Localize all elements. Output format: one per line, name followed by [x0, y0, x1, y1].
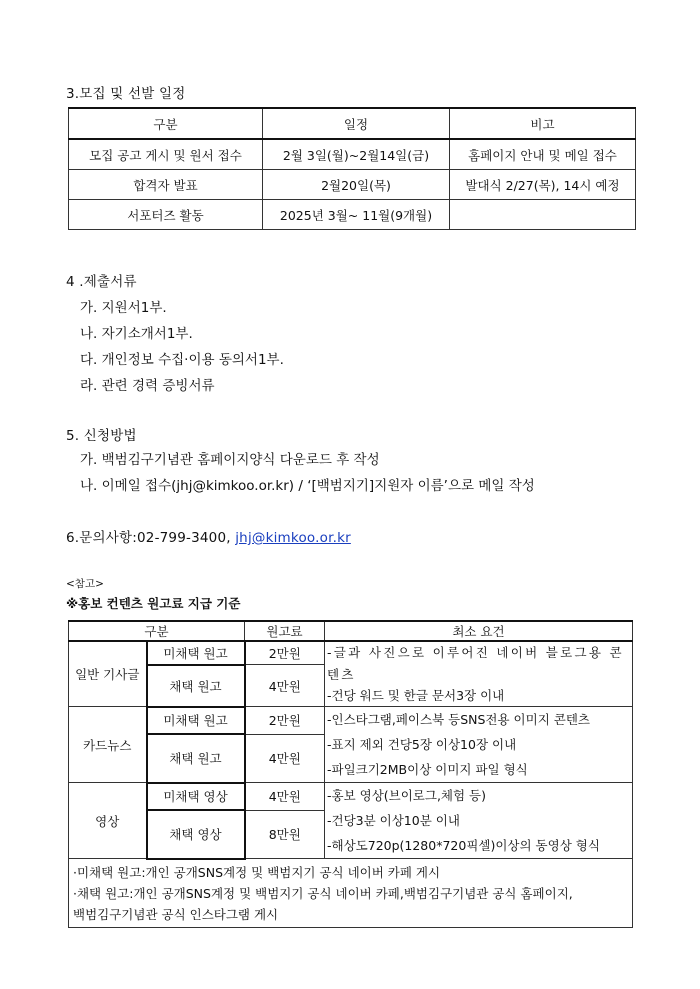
fee-cell: 2만원: [245, 641, 325, 665]
list-item: 나. 이메일 접수(jhj@kimkoo.or.kr) / ‘[백범지기]지원자 이름’으로 메일 작성: [80, 478, 535, 494]
reference-title: ※홍보 컨텐츠 원고료 지급 기준: [66, 596, 241, 611]
section4-title: 4 .제출서류: [66, 274, 137, 290]
category-cell: 카드뉴스: [69, 707, 147, 783]
contact-label: 6.문의사항:02-799-3400,: [66, 530, 236, 546]
table-cell: 합격자 발표: [69, 170, 263, 200]
table-row: [69, 139, 636, 170]
fee-cell: 4만원: [245, 665, 325, 707]
type-cell: 미채택 원고: [147, 707, 245, 735]
schedule-table: [68, 107, 636, 230]
list-item: 가. 지원서1부.: [80, 300, 167, 316]
fee-cell: 4만원: [245, 783, 325, 811]
list-item: 나. 자기소개서1부.: [80, 326, 193, 342]
header-cell: 최소 요건: [325, 621, 633, 641]
header-cell: 일정: [263, 108, 450, 139]
requirement-line: -해상도720p(1280*720픽셀)이상의 동영상 형식: [327, 838, 600, 853]
table-cell: 홈페이지 안내 및 메일 접수: [450, 139, 636, 170]
table-cell: 발대식 2/27(목), 14시 예정: [450, 170, 636, 200]
requirement-line: -표지 제외 건당5장 이상10장 이내: [327, 737, 517, 752]
header-cell: 구분: [69, 621, 245, 641]
note-line: ·미채택 원고:개인 공개SNS계정 및 백범지기 공식 네이버 카페 게시: [73, 864, 441, 880]
fee-cell: 4만원: [245, 734, 325, 782]
requirement-line: -홍보 영상(브이로그,체험 등): [327, 788, 487, 803]
requirement-line: -인스타그램,페이스북 등SNS전용 이미지 콘텐츠: [327, 712, 590, 727]
table-cell: 모집 공고 게시 및 원서 접수: [69, 139, 263, 170]
category-cell: 영상: [69, 783, 147, 859]
table-row: [69, 707, 633, 735]
table-row: [69, 859, 633, 928]
type-cell: 미채택 영상: [147, 783, 245, 811]
category-cell: 일반 기사글: [69, 641, 147, 707]
fee-cell: 2만원: [245, 707, 325, 735]
table-cell: 2월 3일(월)~2월14일(금): [263, 139, 450, 170]
table-cell: 2월20일(목): [263, 170, 450, 200]
type-cell: 채택 영상: [147, 810, 245, 858]
contact-line: [66, 526, 351, 546]
requirement-line: -파일크기2MB이상 이미지 파일 형식: [327, 762, 528, 777]
header-cell: 비고: [450, 108, 636, 139]
type-cell: 채택 원고: [147, 734, 245, 782]
requirement-line: -글과 사진으로 이루어진 네이버 블로그용 콘텐츠: [327, 645, 624, 682]
notes-cell: [69, 859, 633, 928]
reference-tag: <참고>: [66, 578, 104, 590]
section5-title: 5. 신청방법: [66, 428, 137, 444]
type-cell: 채택 원고: [147, 665, 245, 707]
note-line: ·채택 원고:개인 공개SNS계정 및 백범지기 공식 네이버 카페,백범김구기념관 공식 홈페이지,백범김구기념관 공식 인스타그램 게시: [73, 885, 573, 922]
table-row: [69, 200, 636, 230]
email-link[interactable]: jhj@kimkoo.or.kr: [235, 530, 351, 546]
fee-table: [68, 620, 633, 928]
table-header-row: [69, 621, 633, 641]
requirements-cell: [325, 707, 633, 783]
table-cell: 2025년 3월~ 11월(9개월): [263, 200, 450, 230]
requirements-cell: [325, 641, 633, 707]
header-cell: 원고료: [245, 621, 325, 641]
type-cell: 미채택 원고: [147, 641, 245, 665]
list-item: 다. 개인정보 수집·이용 동의서1부.: [80, 352, 284, 368]
section3-title: 3.모집 및 선발 일정: [66, 86, 186, 102]
list-item: 가. 백범김구기념관 홈페이지양식 다운로드 후 작성: [80, 452, 380, 468]
table-row: [69, 170, 636, 200]
table-row: [69, 641, 633, 665]
requirement-line: -건당 워드 및 한글 문서3장 이내: [327, 688, 505, 703]
requirements-cell: [325, 783, 633, 859]
table-cell: [450, 200, 636, 230]
list-item: 라. 관련 경력 증빙서류: [80, 378, 215, 394]
requirement-line: -건당3분 이상10분 이내: [327, 813, 460, 828]
table-header-row: [69, 108, 636, 139]
header-cell: 구분: [69, 108, 263, 139]
table-cell: 서포터즈 활동: [69, 200, 263, 230]
table-row: [69, 783, 633, 811]
fee-cell: 8만원: [245, 810, 325, 858]
